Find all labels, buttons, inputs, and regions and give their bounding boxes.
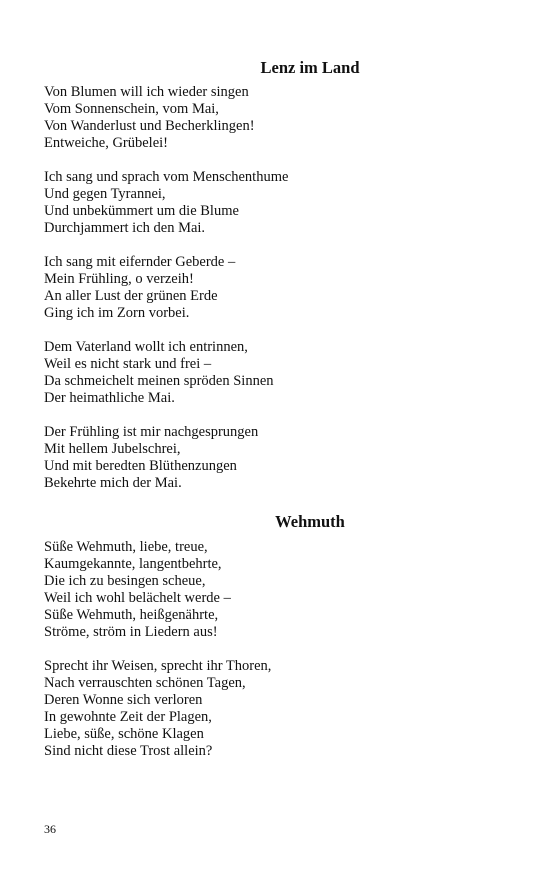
poem-lenz-im-land [44,58,506,509]
poem-line: Kaumgekannte, langentbehrte, [44,556,222,572]
poem-title: Lenz im Land [260,58,360,77]
poem-line: Mit hellem Jubelschrei, [44,441,181,457]
poem-line: Von Wanderlust und Becherklingen! [44,118,255,134]
poem-line: Süße Wehmuth, heißgenährte, [44,607,219,623]
poem-title: Wehmuth [275,512,345,531]
stanza [44,424,506,492]
poem-line: Deren Wonne sich verloren [44,692,203,708]
poem-line: Und mit beredten Blüthenzungen [44,458,237,474]
poem-line: Dem Vaterland wollt ich entrinnen, [44,339,248,355]
poem-line: In gewohnte Zeit der Plagen, [44,709,212,725]
poem-wehmuth [44,512,506,777]
stanza [44,84,506,152]
stanza [44,658,506,760]
poem-line: Sprecht ihr Weisen, sprecht ihr Thoren, [44,658,272,674]
poem-line: Ströme, ström in Liedern aus! [44,624,218,640]
poem-line: Und unbekümmert um die Blume [44,203,239,219]
poem-line: Der Frühling ist mir nachgesprungen [44,424,259,440]
poem-line: Ging ich im Zorn vorbei. [44,305,190,321]
poem-line: Und gegen Tyrannei, [44,186,166,202]
poem-line: Da schmeichelt meinen spröden Sinnen [44,373,274,389]
stanza [44,254,506,322]
poem-line: Süße Wehmuth, liebe, treue, [44,539,208,555]
poem-line: Ich sang mit eifernder Geberde – [44,254,236,270]
poem-line: Vom Sonnenschein, vom Mai, [44,101,219,117]
poem-line: Von Blumen will ich wieder singen [44,84,249,100]
poem-line: Bekehrte mich der Mai. [44,475,182,491]
poem-line: Durchjammert ich den Mai. [44,220,206,236]
poem-line: Sind nicht diese Trost allein? [44,743,213,759]
poem-line: An aller Lust der grünen Erde [44,288,218,304]
poem-line: Mein Frühling, o verzeih! [44,271,194,287]
poem-line: Entweiche, Grübelei! [44,135,169,151]
poem-line: Liebe, süße, schöne Klagen [44,726,204,742]
poem-line: Weil es nicht stark und frei – [44,356,212,372]
poem-line: Nach verrauschten schönen Tagen, [44,675,246,691]
poem-line: Ich sang und sprach vom Menschenthume [44,169,289,185]
poem-line: Die ich zu besingen scheue, [44,573,206,589]
stanza [44,169,506,237]
stanza [44,539,506,641]
poem-line: Der heimathliche Mai. [44,390,175,406]
page-number: 36 [44,822,56,836]
poem-line: Weil ich wohl belächelt werde – [44,590,231,606]
stanza [44,339,506,407]
